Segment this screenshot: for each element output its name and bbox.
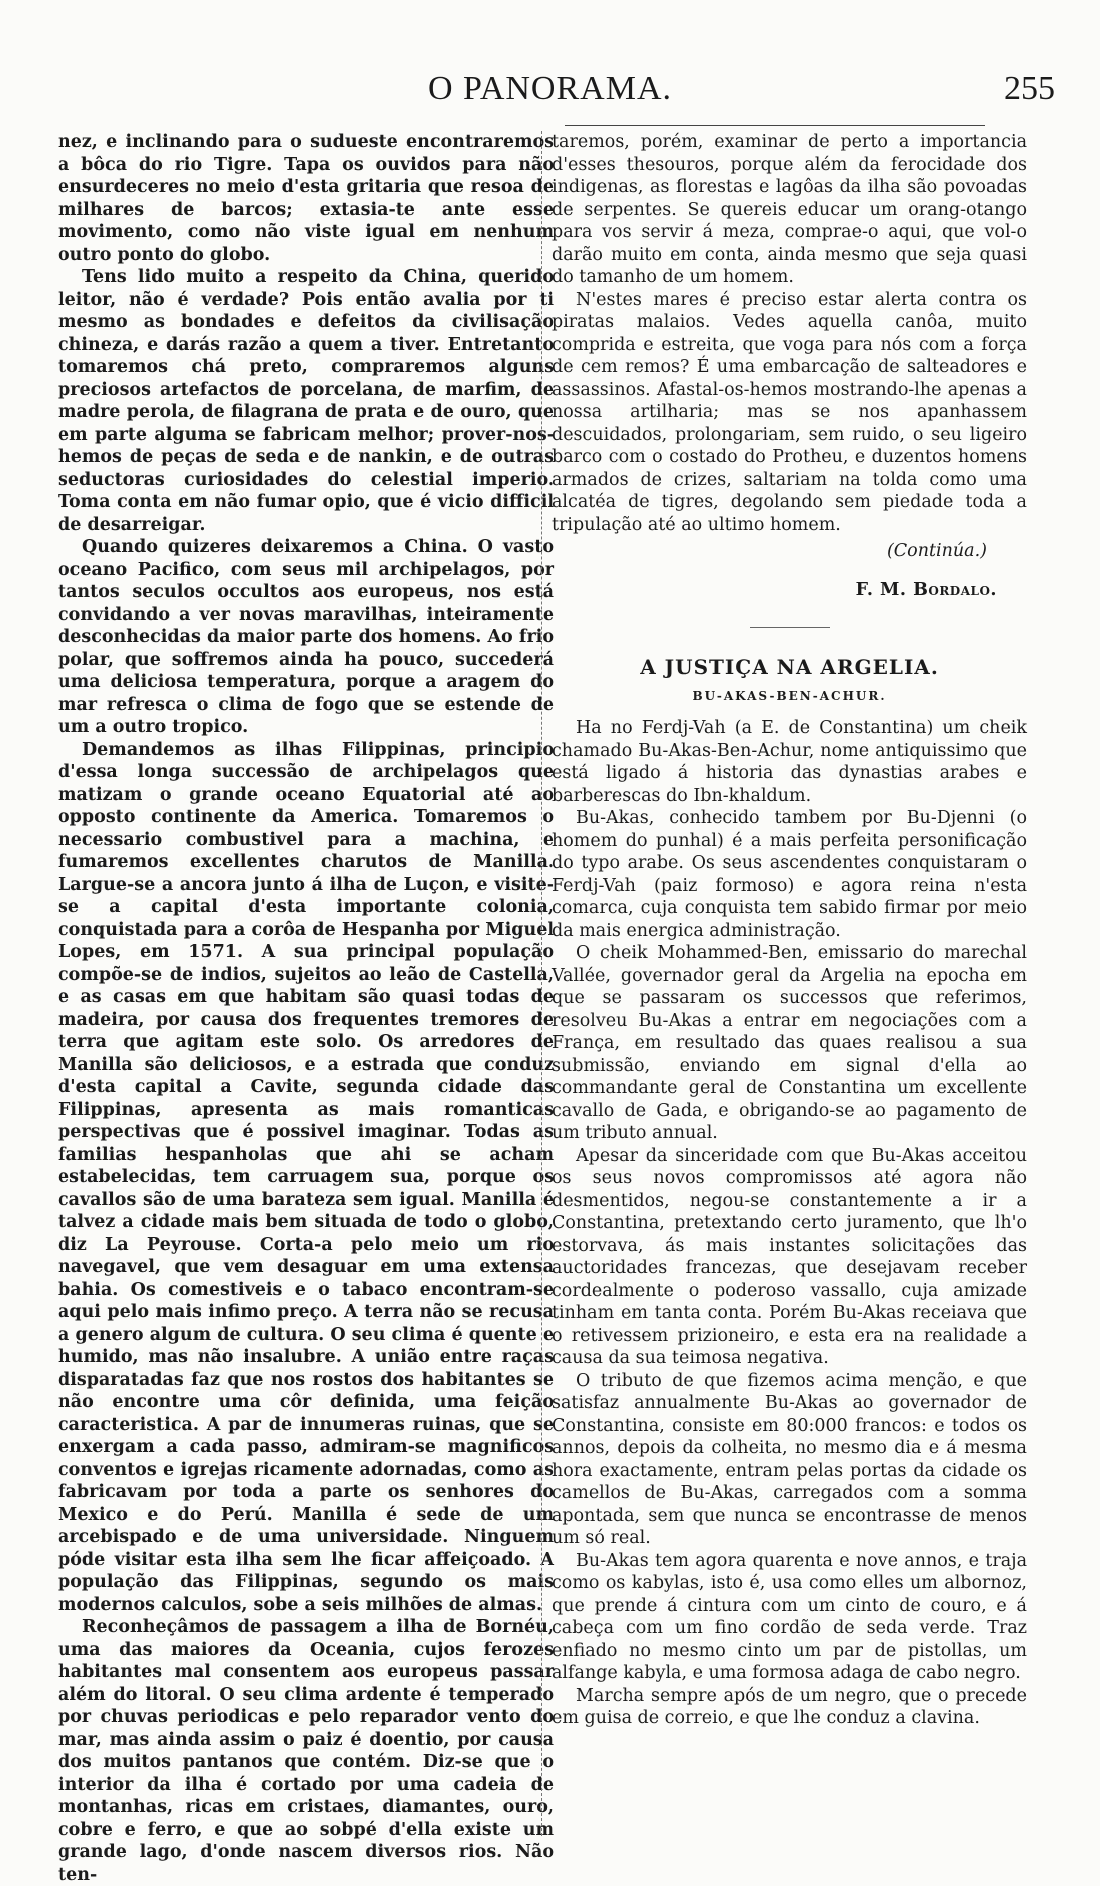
author-initials: F. M. bbox=[855, 579, 907, 600]
page-number: 255 bbox=[1004, 70, 1055, 107]
section-title: A JUSTIÇA NA ARGELIA. bbox=[640, 655, 939, 679]
header-rule bbox=[565, 125, 985, 126]
paragraph: Bu-Akas, conhecido tambem por Bu-Djenni (o homem do punhal) é a mais perfeita personificação do typo arabe. Os seus ascendentes conquistaram o Ferdj-Vah (paiz formoso) e agora reina n'esta comarca, cuja conquista tem sabido firmar por meio da mais energica administração. bbox=[552, 808, 1027, 941]
paragraph: Reconheçâmos de passagem a ilha de Bornéu, uma das maiores da Oceania, cujos ferozes habitantes mal consentem aos europeus passar além do litoral. O seu clima ardente é temperado por chuvas periodicas e pelo reparador vento do mar, mas ainda assim o paiz é doentio, por causa dos muitos pantanos que contém. Diz-se que o interior da ilha é cortado por uma cadeia de montanhas, ricas em cristaes, diamantes, ouro, cobre e ferro, e que ao sobpé d'ella existe um grande lago, d'onde nascem diversos rios. Não ten- bbox=[58, 1617, 554, 1885]
journal-title: O PANORAMA. bbox=[427, 70, 673, 107]
paragraph: Quando quizeres deixaremos a China. O vasto oceano Pacifico, com seus mil archipelagos, por tantos seculos occultos aos europeus, nos está convidando a ver novas maravilhas, inteiramente desconhecidas da maior parte dos homens. Ao frio polar, que soffremos ainda ha pouco, succederá uma deliciosa temperatura, porque a aragem do mar refresca o clima de fogo que se estende de um a outro tropico. bbox=[58, 537, 554, 737]
continua-note: (Continúa.) bbox=[886, 541, 987, 561]
column-divider bbox=[541, 131, 542, 1836]
paragraph: Apesar da sinceridade com que Bu-Akas acceitou os seus novos compromissos até agora não desmentidos, negou-se constantemente a ir a Constantina, pretextando certo juramento, que lh'o estorvava, ás mais instantes solicitações das auctoridades francezas, que desejavam receber cordealmente o poderoso vassallo, cuja amizade tinham em tanta conta. Porém Bu-Akas receiava que o retivessem prizioneiro, e esta era na realidade a causa da sua teimosa negativa. bbox=[552, 1145, 1027, 1368]
author-surname: Bordalo. bbox=[913, 579, 997, 600]
paragraph: Marcha sempre após de um negro, que o precede em guisa de correio, e que lhe conduz a clavina. bbox=[552, 1685, 1027, 1728]
paragraph: O tributo de que fizemos acima menção, e que satisfaz annualmente Bu-Akas ao governador de Constantina, consiste em 80:000 francos: e todos os annos, depois da colheita, no mesmo dia e á mesma hora exactamente, entram pelas portas da cidade os camellos de Bu-Akas, carregados com a somma apontada, sem que nunca se encontrasse de menos um só real. bbox=[552, 1370, 1027, 1548]
paragraph: Bu-Akas tem agora quarenta e nove annos, e traja como os kabylas, isto é, usa como elles um albornoz, que prende á cintura com um cinto de couro, e á cabeça com um fino cordão de seda verde. Traz enfiado no mesmo cinto um par de pistollas, um alfange kabyla, e uma formosa adaga de cabo negro. bbox=[552, 1550, 1027, 1683]
page-header bbox=[40, 70, 1060, 120]
paragraph: Demandemos as ilhas Filippinas, principio d'essa longa successão de archipelagos que matizam o grande oceano Equatorial até ao opposto continente da America. Tomaremos o necessario combustivel para a machina, e fumaremos excellentes charutos de Manilla. Largue-se a ancora junto á ilha de Luçon, e visite-se a capital d'esta importante colonia, conquistada para a corôa de Hespanha por Miguel Lopes, em 1571. A sua principal população compõe-se de indios, sujeitos ao leão de Castella, e as casas em que habitam são quasi todas de madeira, por causa dos frequentes tremores de terra que agitam este solo. Os arredores de Manilla são deliciosos, e a estrada que conduz d'esta capital a Cavite, segunda cidade das Filippinas, apresenta as mais romanticas perspectivas que é possivel imaginar. Todas as familias hespanholas que ahi se acham estabelecidas, tem carruagem sua, porque os cavallos são de uma barateza sem igual. Manilla é talvez a cidade mais bem situada de todo o globo, diz La Peyrouse. Corta-a pelo meio um rio navegavel, que vem desaguar em uma extensa bahia. Os comestiveis e o tabaco encontram-se aqui pelo mais infimo preço. A terra não se recusa a genero algum de cultura. O seu clima é quente e humido, mas não insalubre. A união entre raças disparatadas faz que nos rostos dos habitantes se não encontre uma côr definida, uma feição caracteristica. A par de innumeras ruinas, que se enxergam a cada passo, admiram-se magnificos conventos e igrejas ricamente adornadas, como as fabricavam por toda a parte os senhores do Mexico e do Perú. Manilla é sede de um arcebispado e de uma universidade. Ninguem póde visitar esta ilha sem lhe ficar affeiçoado. A população das Filippinas, segundo os mais modernos calculos, sobe a seis milhões de almas. bbox=[58, 739, 554, 1615]
paragraph: Tens lido muito a respeito da China, querido leitor, não é verdade? Pois então avalia por ti mesmo as bondades e defeitos da civilisação chineza, e darás razão a quem a tiver. Entretanto tomaremos chá preto, compraremos alguns preciosos artefactos de porcelana, de marfim, de madre perola, de filagrana de prata e de ouro, que em parte alguma se fabricam melhor; prover-nos-hemos de peças de seda e de nankin, e de outras seductoras curiosidades do celestial imperio. Toma conta em não fumar opio, que é vicio difficil de desarreigar. bbox=[58, 267, 554, 535]
paragraph: taremos, porém, examinar de perto a importancia d'esses thesouros, porque além da ferocidade dos indigenas, as florestas e lagôas da ilha são povoadas de serpentes. Se quereis educar um orang-otango para vos servir á meza, comprae-o aqui, que vol-o darão muito em conta, ainda mesmo que seja quasi do tamanho de um homem. bbox=[552, 132, 1027, 287]
paragraph: O cheik Mohammed-Ben, emissario do marechal Vallée, governador geral da Argelia na epocha em que se passaram os successos que referimos, resolveu Bu-Akas a entrar em negociações com a França, em resultado das quaes realisou a sua submissão, enviando em signal d'ella ao commandante geral de Constantina um excellente cavallo de Gada, e obrigando-se ao pagamento de um tributo annual. bbox=[552, 943, 1027, 1143]
right-column bbox=[552, 131, 1027, 1730]
section-rule bbox=[750, 627, 830, 628]
paragraph: N'estes mares é preciso estar alerta contra os piratas malaios. Vedes aquella canôa, muito comprida e estreita, que voga para nós com a força de cem remos? É uma embarcação de salteadores e assassinos. Afastal-os-hemos mostrando-lhe apenas a nossa artilharia; mas se nos apanhassem descuidados, prolongariam, sem ruido, o seu ligeiro barco com o costado do Protheu, e duzentos homens armados de crizes, saltariam na tolda como uma alcatéa de tigres, degolando sem piedade toda a tripulação até ao ultimo homem. bbox=[552, 289, 1027, 535]
paragraph: Ha no Ferdj-Vah (a E. de Constantina) um cheik chamado Bu-Akas-Ben-Achur, nome antiquissimo que está ligado á historia das dynastias arabes e barberescas do Ibn-khaldum. bbox=[552, 718, 1027, 806]
section-subtitle: BU-AKAS-BEN-ACHUR. bbox=[692, 688, 887, 703]
paragraph: nez, e inclinando para o sudueste encontraremos a bôca do rio Tigre. Tapa os ouvidos para não ensurdeceres no meio d'esta gritaria que resoa de milhares de barcos; extasia-te ante esse movimento, como não viste igual em nenhum outro ponto do globo. bbox=[58, 132, 554, 265]
author-signature bbox=[552, 579, 1027, 602]
left-column bbox=[58, 131, 554, 1886]
